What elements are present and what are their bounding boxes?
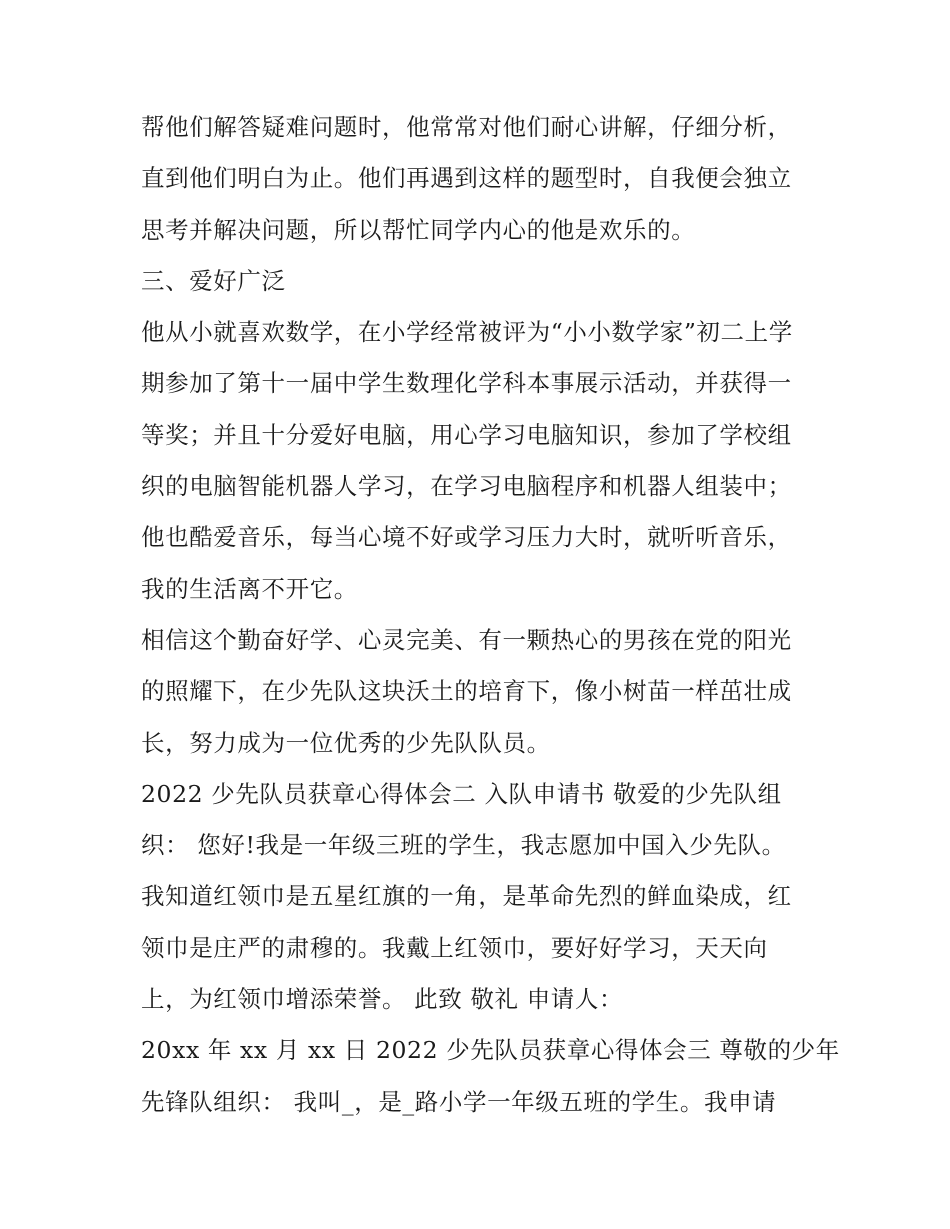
text-line: 他从小就喜欢数学，在小学经常被评为“小小数学家”初二上学 bbox=[141, 318, 793, 347]
text-line: 相信这个勤奋好学、心灵完美、有一颗热心的男孩在党的阳光 bbox=[141, 625, 792, 654]
text-line: 20xx 年 xx 月 xx 日 2022 少先队员获章心得体会三 尊敬的少年 bbox=[141, 1036, 840, 1065]
text-line: 我知道红领巾是五星红旗的一角，是革命先烈的鲜血染成，红 bbox=[141, 882, 792, 911]
text-line: 帮他们解答疑难问题时，他常常对他们耐心讲解，仔细分析， bbox=[141, 113, 792, 141]
text-line: 期参加了第十一届中学生数理化学科本事展示活动，并获得一 bbox=[141, 369, 792, 398]
text-line: 思考并解决问题，所以帮忙同学内心的他是欢乐的。 bbox=[141, 215, 696, 244]
text-line: 的照耀下，在少先队这块沃土的培育下，像小树苗一样茁壮成 bbox=[141, 677, 792, 706]
body-text bbox=[141, 102, 840, 1128]
text-line: 等奖；并且十分爱好电脑，用心学习电脑知识，参加了学校组 bbox=[141, 420, 792, 449]
section-heading: 三、爱好广泛 bbox=[141, 266, 286, 295]
text-line: 长，努力成为一位优秀的少先队队员。 bbox=[141, 728, 551, 757]
text-line: 我的生活离不开它。 bbox=[141, 574, 358, 603]
text-line: 织： 您好!我是一年级三班的学生，我志愿加中国入少先队。 bbox=[141, 831, 786, 860]
text-line: 他也酷爱音乐，每当心境不好或学习压力大时，就听听音乐， bbox=[141, 523, 792, 552]
text-line: 上，为红领巾增添荣誉。 此致 敬礼 申请人： bbox=[141, 985, 624, 1014]
text-line: 先锋队组织： 我叫_，是_路小学一年级五班的学生。我申请 bbox=[141, 1087, 777, 1116]
text-line: 领巾是庄严的肃穆的。我戴上红领巾，要好好学习，天天向 bbox=[141, 933, 768, 962]
text-line: 2022 少先队员获章心得体会二 入队申请书 敬爱的少先队组 bbox=[141, 779, 782, 808]
text-line: 织的电脑智能机器人学习，在学习电脑程序和机器人组装中； bbox=[141, 472, 792, 501]
text-line: 直到他们明白为止。他们再遇到这样的题型时，自我便会独立 bbox=[141, 164, 792, 193]
